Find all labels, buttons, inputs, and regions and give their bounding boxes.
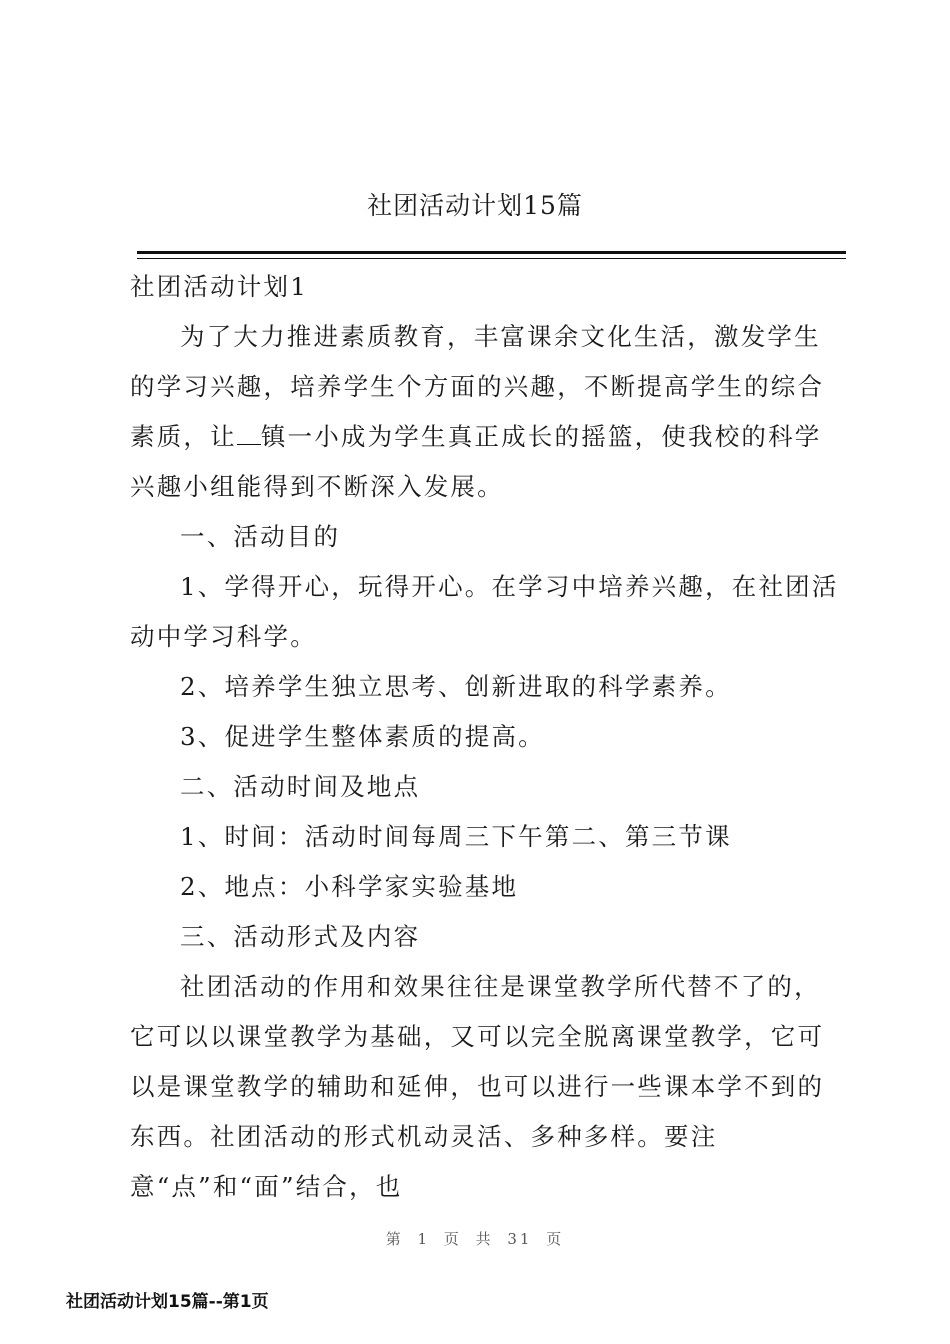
footer-label: 社团活动计划15篇--第1页 bbox=[66, 1292, 269, 1312]
blank-underline bbox=[237, 414, 261, 445]
title-divider-thick bbox=[137, 251, 846, 254]
paragraph-goal-2: 2、培养学生独立思考、创新进取的科学素养。 bbox=[180, 672, 732, 701]
title-divider-thin bbox=[137, 258, 846, 259]
paragraph-goal-1: 1、学得开心，玩得开心。在学习中培养兴趣，在社团活动中学习科学。 bbox=[130, 572, 839, 651]
intro-text-before-blank: 为了大力推进素质教育，丰富课余文化生活，激发学生的学习兴趣，培养学生个方面的兴趣，不断提高学生的综合素质，让 bbox=[130, 322, 825, 451]
document-body bbox=[130, 262, 842, 1212]
heading-form-content: 三、活动形式及内容 bbox=[180, 922, 421, 951]
section-heading: 社团活动计划1 bbox=[130, 272, 308, 301]
paragraph-form-content: 社团活动的作用和效果往往是课堂教学所代替不了的，它可以以课堂教学为基础，又可以完全脱离课堂教学，它可以是课堂教学的辅助和延伸，也可以进行一些课本学不到的东西。社团活动的形式机动灵活、多种多样。要注意“点”和“面”结合，也 bbox=[130, 972, 825, 1201]
document-title: 社团活动计划15篇 bbox=[367, 191, 583, 220]
heading-activity-goals: 一、活动目的 bbox=[180, 522, 341, 551]
page-indicator: 第 1 页 共 31 页 bbox=[385, 1230, 565, 1248]
intro-paragraph bbox=[130, 312, 842, 512]
paragraph-time: 1、时间：活动时间每周三下午第二、第三节课 bbox=[180, 822, 732, 851]
paragraph-goal-3: 3、促进学生整体素质的提高。 bbox=[180, 722, 545, 751]
paragraph-place: 2、地点：小科学家实验基地 bbox=[180, 872, 519, 901]
intro-text-after-blank: 镇一小成为学生真正成长的摇篮，使我校的科学兴趣小组能得到不断深入发展。 bbox=[130, 422, 822, 501]
heading-time-place: 二、活动时间及地点 bbox=[180, 772, 421, 801]
